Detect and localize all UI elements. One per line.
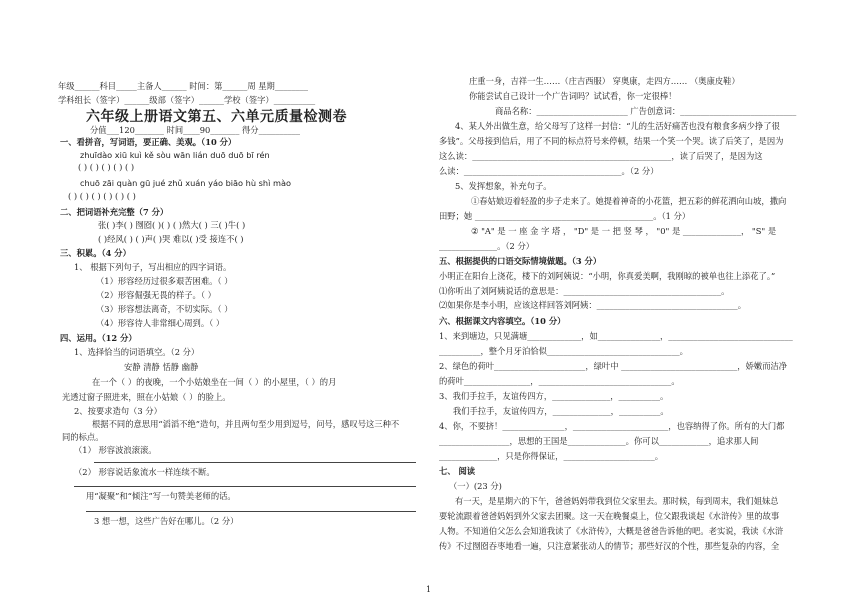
section-3-item-1: （1）形容经历过很多艰苦困难。（ ） bbox=[96, 276, 233, 286]
section-4-heading: 四、运用。（12 分） bbox=[60, 333, 137, 343]
fill-words-row-2: ( )经风( ) ( )声( )哭 难以( )受 接连不( ) bbox=[98, 234, 244, 244]
q5-item-2-line-1: ② "A" 是 一 座 金 字 塔 ， "D" 是 一 把 竖 琴 ， "0" 是 ______________， "S" 是 bbox=[471, 226, 777, 236]
reading-paragraph-line-1: 有一天，是星期六的下午，爸爸妈妈带我到位父家里去。那时候，每到周末，我们姐妹总 bbox=[455, 496, 779, 506]
section-4-q2-desc-2: 同的标点。 bbox=[62, 432, 104, 442]
section-2-heading: 二、把词语补充完整（7 分） bbox=[60, 207, 169, 217]
section-4-text-2: 光透过窗子照进来，照在小姑娘（ ）的脸上。 bbox=[62, 392, 231, 402]
header-line-2: 学科组长（签字）______级部（签字）______学校（签字）__________ bbox=[58, 95, 316, 105]
q4-line-1: 4、某人外出做生意，给父母写了这样一封信：“儿的生活好痛苦也没有粮食多病少挣了很 bbox=[455, 121, 780, 131]
section-5-question-1: ⑴你听出了刘阿姨说话的意思是：______________________________________。 bbox=[439, 286, 730, 296]
section-6-item-4-line-3: ______________，只是你得保证，______________________。 bbox=[439, 451, 664, 461]
ad-examples: 庄重一身，吉祥一生……（庄吉西服） 穿奥康，走四方…… （奥康皮鞋） bbox=[469, 76, 740, 86]
header-line-1: 年级______科目_____主备人______ 时间：第______周 星期________ bbox=[58, 81, 309, 91]
q4-line-3: 这么读：________________________________________________，读了后哭了，是因为这 bbox=[439, 151, 763, 161]
reading-paragraph-line-2: 要轮流跟着爸爸妈妈到外父家去团聚。这一天在晚餐桌上，位父跟我谈起《水浒传》里的故事 bbox=[439, 511, 780, 521]
section-6-item-1-line-2: __________，整个月牙泊恰似________________________________。 bbox=[439, 346, 688, 356]
reading-paragraph-line-3: 人物。不知道伯父怎么会知道我读了《水浒传》，大概是爸爸告诉他的吧。老实说，我读《水浒 bbox=[439, 526, 784, 536]
section-3-item-3: （3）形容想法离奇，不切实际。（ ） bbox=[96, 304, 233, 314]
section-7-subheading: （一）(23 分) bbox=[449, 481, 502, 491]
q5-item-1-line-2: 田野；她 ___________________________________________。（1 分） bbox=[439, 211, 691, 221]
answer-boxes-row-2: ( ) ( ) ( ) ( ) ( ) ( ) bbox=[68, 191, 136, 201]
section-4-question-1: 1、选择恰当的词语填空。（2 分） bbox=[74, 347, 200, 357]
section-4-q2-item-1: （1） 形容波浪滚滚。 bbox=[74, 445, 157, 455]
score-line: 分值___120_______ 时间____90_______ 得分__________ bbox=[90, 125, 301, 135]
section-5-text: 小明正在阳台上浇花，楼下的刘阿姨说：“小明，你真爱美啊，我刚晾的被单也往上添花了。” bbox=[439, 271, 776, 281]
section-4-q2-desc-1: 根据不同的意思用“滔滔不绝”造句，并且两句至少用到逗号，问号，感叹号这三种不 bbox=[92, 419, 400, 429]
section-5-heading: 五、根据提供的口语交际情境做题。（3 分） bbox=[439, 256, 602, 266]
section-1-heading: 一、看拼音，写词语，要正确、美观。（10 分） bbox=[60, 137, 237, 147]
exam-title: 六年级上册语文第五、六单元质量检测卷 bbox=[86, 109, 347, 125]
section-3-heading: 三、积累。（4 分） bbox=[60, 248, 131, 258]
answer-line bbox=[94, 462, 416, 463]
section-5-question-2: ⑵如果你是李小明，应该这样回答刘阿姨：__________________________________。 bbox=[439, 300, 746, 310]
q4-line-2: 多钱”。父母接到信后，用了不同的标点符号来停顿，结果一个笑一个哭。读了后笑了，是因为 bbox=[439, 136, 784, 146]
section-6-item-2-line-2: 的荷叶________________，________________________________。 bbox=[439, 376, 680, 386]
answer-line bbox=[74, 486, 416, 487]
pinyin-row-2: chuō zāi quàn gū jué zhǔ xuán yáo biāo hù shì mào bbox=[80, 178, 291, 188]
page-number: 1 bbox=[426, 585, 432, 594]
ad-fill-line: 商品名称：______________________ 广告创意词：____________________________ bbox=[495, 106, 797, 116]
q5-heading: 5、发挥想象，补充句子。 bbox=[455, 181, 552, 191]
answer-line bbox=[86, 511, 416, 512]
q4-line-4: 么读：______________________________________。（2 分） bbox=[439, 166, 659, 176]
section-6-item-3-line-2: 我们手拉手，友谊传四方，______________，__________。 bbox=[453, 406, 669, 416]
section-4-q2-item-2: （2） 形容说话象流水一样连续不断。 bbox=[74, 467, 215, 477]
fill-words-row-1: 张( )李( ) 囫囵( )( ) ( )然大( ) 三( )牛( ) bbox=[98, 220, 246, 230]
section-6-item-3-line-1: 3、我们手拉手，友谊传四方，______________，__________。 bbox=[439, 391, 669, 401]
section-4-q2-item-3: 用“凝聚”和“倾注”写一句赞美老师的话。 bbox=[86, 491, 236, 501]
section-6-item-1-line-1: 1、来到塘边，只见满塘_____________，如_______________，______________________________ bbox=[439, 331, 793, 341]
q5-item-1-line-1: ①春姑娘迈着轻盈的步子走来了。她提着神奇的小花篮，把五彩的鲜花洒向山坡，撒向 bbox=[471, 196, 787, 206]
ad-prompt: 你能尝试自己设计一个广告词吗？试试看，你一定很棒！ bbox=[469, 91, 677, 101]
section-6-item-4-line-1: 4、你，不要挤！_______________，_______________________，也容纳得了你。所有的大门都 bbox=[439, 421, 785, 431]
section-7-heading: 七、 阅读 bbox=[439, 466, 476, 476]
section-6-heading: 六、根据课文内容填空。（10 分） bbox=[439, 316, 566, 326]
answer-boxes-row-1: ( ) ( ) ( ) ( ) ( ) bbox=[78, 162, 135, 172]
reading-paragraph-line-4: 传》不过囫囵吞枣地看一遍，只注意紧张动人的情节；那些好汉的个性，那些复杂的内容，全 bbox=[439, 541, 780, 551]
section-3-item-4: （4）形容待人非常细心周到。（ ） bbox=[96, 318, 225, 328]
pinyin-row-1: zhuīdào xiū kuì kě sòu wān lián duō duō bī rén bbox=[80, 150, 270, 160]
word-choices: 安静 清静 恬静 幽静 bbox=[124, 362, 199, 372]
section-3-item-2: （2）形容倔强无畏的样子。（ ） bbox=[96, 290, 216, 300]
section-3-question: 1、 根据下列句子，写出相应的四字词语。 bbox=[74, 262, 232, 272]
section-6-item-4-line-2: _________________，思想的王国是______________。你可以____________，追求那人间 bbox=[439, 436, 759, 446]
q5-item-2-line-2: ______________。（2 分） bbox=[439, 241, 535, 251]
section-4-question-3: 3 想一想，这些广告好在哪儿。（2 分） bbox=[94, 516, 239, 526]
section-6-item-2-line-1: 2、绿色的荷叶______________________，绿叶中 ____________________________，娇嫩而洁净 bbox=[439, 361, 788, 371]
section-4-text-1: 在一个（ ）的夜晚，一个小姑娘坐在一间（ ）的小屋里，（ ）的月 bbox=[92, 377, 337, 387]
section-4-question-2: 2、按要求造句（3 分） bbox=[74, 406, 162, 416]
